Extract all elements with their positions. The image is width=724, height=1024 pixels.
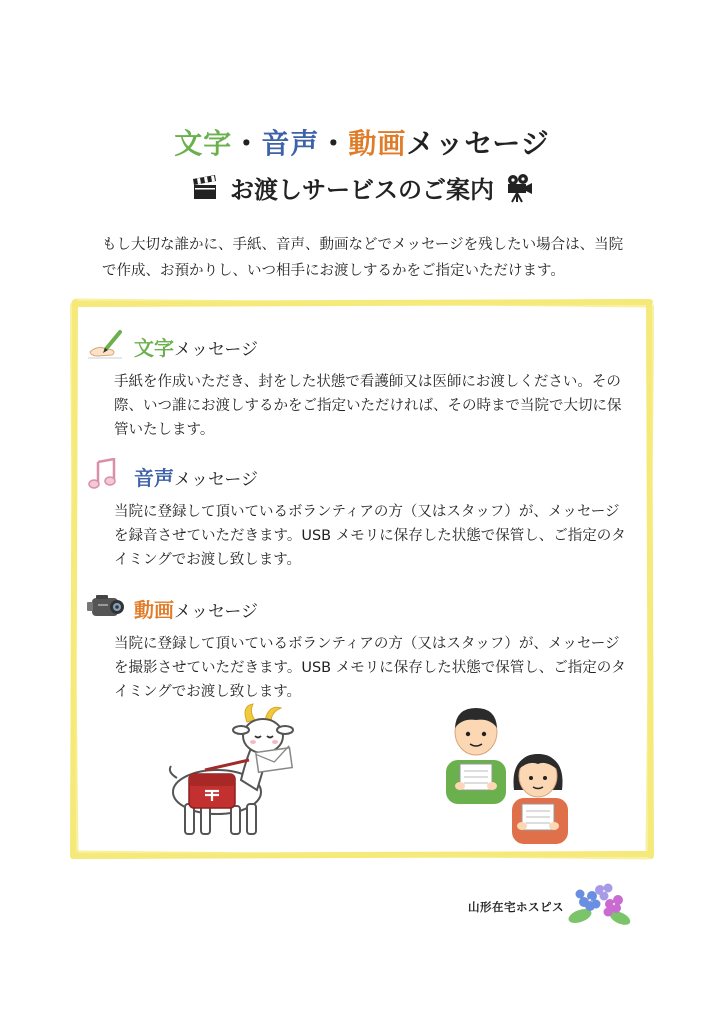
pen-hand-icon xyxy=(86,328,126,360)
goat-mail-carrier-illustration xyxy=(165,700,315,840)
section-title xyxy=(134,594,258,623)
title-video-part: 動画 xyxy=(348,127,407,160)
title-suffix: メッセージ xyxy=(406,127,550,160)
page-subtitle xyxy=(0,170,724,206)
section-title-main: 文字 xyxy=(134,336,174,360)
title-text-part: 文字 xyxy=(174,127,233,160)
page-title xyxy=(0,122,724,162)
title-separator: ・ xyxy=(319,127,349,160)
subtitle-text: お渡しサービスのご案内 xyxy=(230,176,494,204)
section-title-main: 音声 xyxy=(134,466,174,490)
music-notes-icon xyxy=(86,458,126,490)
section-audio-message xyxy=(86,458,636,572)
section-video-message xyxy=(86,590,636,704)
section-title-suffix: メッセージ xyxy=(174,340,258,360)
section-body: 当院に登録して頂いているボランティアの方（又はスタッフ）が、メッセージを撮影させていただきます。USB メモリに保存した状態で保管し、ご指定のタイミングでお渡し致します。 xyxy=(114,636,626,700)
section-title xyxy=(134,332,258,361)
section-header xyxy=(86,458,636,492)
organization-name: 山形在宅ホスピス xyxy=(468,900,564,914)
section-body: 当院に登録して頂いているボランティアの方（又はスタッフ）が、メッセージを録音させていただきます。USB メモリに保存した状態で保管し、ご指定のタイミングでお渡し致します。 xyxy=(114,504,626,568)
hydrangea-flowers-icon xyxy=(566,880,632,930)
intro-paragraph: もし大切な誰かに、手紙、音声、動画などでメッセージを残したい場合は、当院で作成、お預かりし、いつ相手にお渡しするかをご指定いただけます。 xyxy=(102,237,624,279)
movie-camera-icon xyxy=(504,173,534,203)
people-with-letters-illustration xyxy=(440,700,580,845)
section-body: 手紙を作成いただき、封をした状態で看護師又は医師にお渡しください。その際、いつ誰にお渡しするかをご指定いただければ、その時まで当院で大切に保管いたします。 xyxy=(114,374,622,438)
section-title-main: 動画 xyxy=(134,598,174,622)
title-audio-part: 音声 xyxy=(261,127,320,160)
clapperboard-icon xyxy=(190,173,220,203)
video-camera-icon xyxy=(86,590,126,622)
section-title-suffix: メッセージ xyxy=(174,470,258,490)
section-header xyxy=(86,328,636,362)
title-separator: ・ xyxy=(232,127,262,160)
section-title-suffix: メッセージ xyxy=(174,602,258,622)
section-title xyxy=(134,462,258,491)
section-header xyxy=(86,590,636,624)
section-text-message xyxy=(86,328,636,442)
